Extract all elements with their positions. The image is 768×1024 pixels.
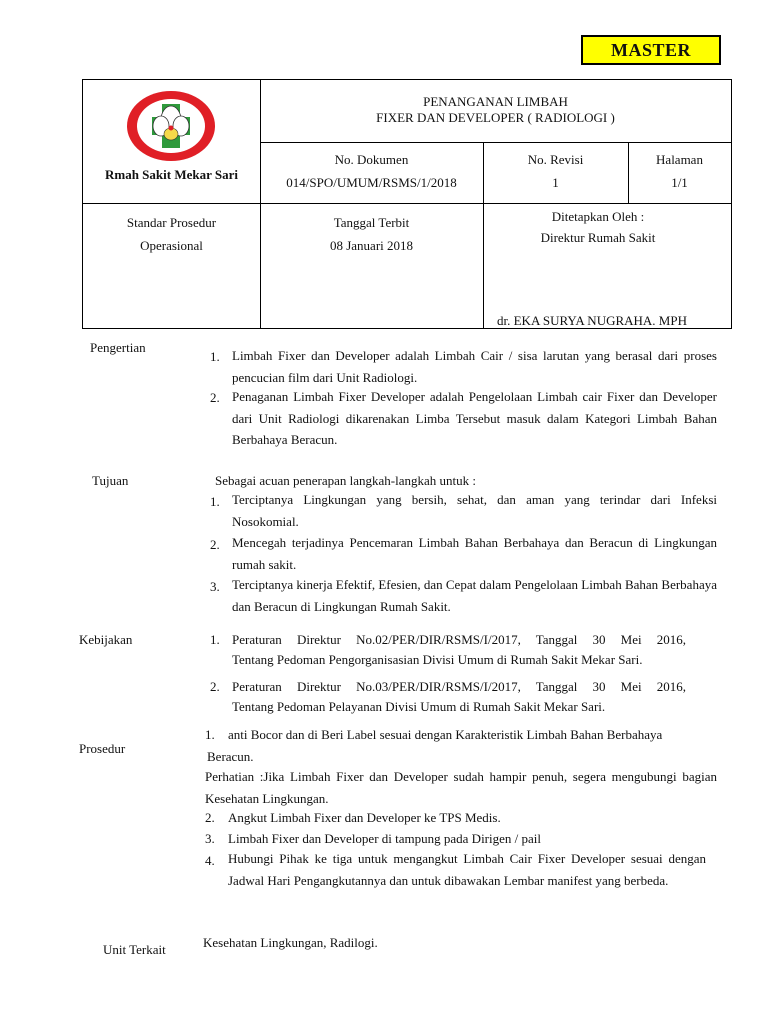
list-item: Limbah Fixer dan Developer di tampung pada Dirigen / pail xyxy=(228,831,541,846)
section-label-kebijakan: Kebijakan xyxy=(79,632,133,647)
list-item-number: 4. xyxy=(205,853,215,868)
director-name: dr. EKA SURYA NUGRAHA. MPH xyxy=(497,313,687,328)
section-label-unit-terkait: Unit Terkait xyxy=(103,942,166,957)
list-item: anti Bocor dan di Beri Label sesuai dengan Karakteristik Limbah Bahan Berbahaya xyxy=(228,727,663,742)
list-item-number: 2. xyxy=(205,810,215,825)
list-item: Peraturan Direktur No.02/PER/DIR/RSMS/I/2017, Tanggal 30 Mei 2016, xyxy=(232,632,686,647)
issue-date-label: Tanggal Terbit xyxy=(333,215,410,230)
unit-terkait-value: Kesehatan Lingkungan, Radilogi. xyxy=(203,935,378,950)
list-item-number: 3. xyxy=(210,579,220,594)
list-item-number: 1. xyxy=(210,632,220,647)
page-label: Halaman xyxy=(656,152,703,167)
list-item-continued: Tentang Pedoman Pelayanan Divisi Umum di Rumah Sakit Mekar Sari. xyxy=(232,699,606,714)
list-item: Peraturan Direktur No.03/PER/DIR/RSMS/I/2017, Tanggal 30 Mei 2016, xyxy=(232,679,686,694)
list-item: Mencegah terjadinya Pencemaran Limbah Bahan Berbahaya dan Beracun di Lingkungan rumah sakit. xyxy=(232,535,717,572)
list-item-number: 1. xyxy=(210,349,220,364)
section-label-tujuan: Tujuan xyxy=(92,473,129,488)
tujuan-intro: Sebagai acuan penerapan langkah-langkah untuk : xyxy=(215,473,476,488)
list-item-continued: Beracun. xyxy=(207,749,254,764)
master-stamp: MASTER xyxy=(581,35,721,65)
list-item-number: 1. xyxy=(210,494,220,509)
section-label-pengertian: Pengertian xyxy=(90,340,146,355)
revision-value: 1 xyxy=(552,175,559,190)
list-item: Terciptanya Lingkungan yang bersih, sehat, dan aman yang terindar dari Infeksi Nosokomial. xyxy=(232,492,717,529)
document-title-line2: FIXER DAN DEVELOPER ( RADIOLOGI ) xyxy=(376,110,615,125)
prosedur-note: Perhatian :Jika Limbah Fixer dan Developer sudah hampir penuh, segera mengubungi bagian Kesehatan Lingkungan. xyxy=(205,769,717,806)
list-item-number: 2. xyxy=(210,390,220,405)
list-item-number: 1. xyxy=(205,727,215,742)
list-item-number: 2. xyxy=(210,537,220,552)
list-item: Terciptanya kinerja Efektif, Efesien, dan Cepat dalam Pengelolaan Limbah Bahan Berbahaya dan Beracun di Lingkungan Rumah Sakit. xyxy=(232,577,717,614)
list-item-number: 3. xyxy=(205,831,215,846)
list-item: Hubungi Pihak ke tiga untuk mengangkut Limbah Cair Fixer Developer sesuai dengan Jadwal Hari Pengangkutannya dan untuk dibawakan Lembar manifest yang berbeda. xyxy=(228,851,706,888)
document-header-table xyxy=(82,79,732,329)
list-item-continued: Tentang Pedoman Pengorganisasian Divisi Umum di Rumah Sakit Mekar Sari. xyxy=(232,652,643,667)
established-label: Ditetapkan Oleh : xyxy=(551,209,645,224)
section-label-prosedur: Prosedur xyxy=(79,741,126,756)
list-item: Penaganan Limbah Fixer Developer adalah Pengelolaan Limbah cair Fixer dan Developer dari Unit Radiologi dikarenakan Limba Tersebut masuk dalam Kategori Limbah Bahan Berbahaya Beracun. xyxy=(232,389,717,447)
doc-no-value: 014/SPO/UMUM/RSMS/1/2018 xyxy=(286,175,457,190)
doc-no-label: No. Dokumen xyxy=(334,152,409,167)
issue-date-value: 08 Januari 2018 xyxy=(329,238,414,253)
page-value: 1/1 xyxy=(671,175,688,190)
hospital-name: Rmah Sakit Mekar Sari xyxy=(104,167,238,182)
revision-label: No. Revisi xyxy=(527,152,584,167)
list-item-number: 2. xyxy=(210,679,220,694)
sop-label-line1: Standar Prosedur xyxy=(126,215,217,230)
established-by: Direktur Rumah Sakit xyxy=(540,230,656,245)
list-item: Limbah Fixer dan Developer adalah Limbah Cair / sisa larutan yang berasal dari proses pencucian film dari Unit Radiologi. xyxy=(232,348,717,385)
list-item: Angkut Limbah Fixer dan Developer ke TPS Medis. xyxy=(228,810,501,825)
hospital-logo xyxy=(124,90,222,162)
sop-label-line2: Operasional xyxy=(140,238,203,253)
document-title-line1: PENANGANAN LIMBAH xyxy=(423,94,568,109)
